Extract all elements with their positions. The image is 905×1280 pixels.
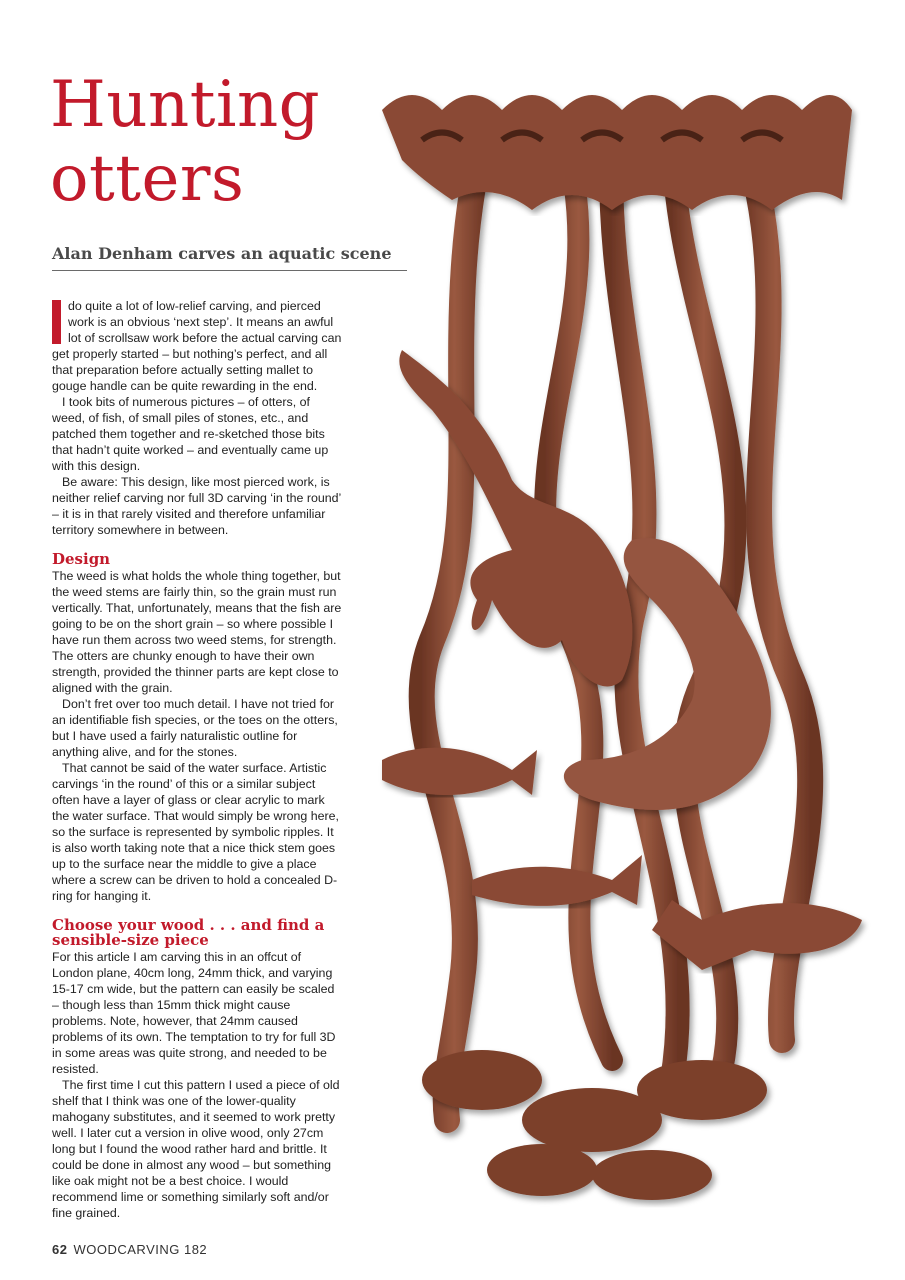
design-paragraph-1: The weed is what holds the whole thing together, but the weed stems are fairly thin, so the grain must run vertically. That, unfortunately, means that the fish are going to be on the short grain – so where possible I have run them across two weed stems, for strength. The otters are chunky enough to have their own strength, provided the thinner parts are kept close to aligned with the grain. bbox=[52, 569, 342, 695]
stones-base bbox=[422, 1050, 767, 1200]
article-title: Hunting otters bbox=[50, 68, 321, 216]
page-number: 62 bbox=[52, 1242, 68, 1257]
intro-paragraph-2: I took bits of numerous pictures – of otters, of weed, of fish, of small piles of stones, etc., and patched them together and re-sketched those bits that hadn’t quite worked – and eventually came up with this design. bbox=[52, 395, 329, 473]
magazine-name: WOODCARVING 182 bbox=[73, 1242, 208, 1257]
design-heading: Design bbox=[52, 550, 111, 568]
page-footer bbox=[52, 1242, 207, 1257]
intro-paragraph-1-text: do quite a lot of low-relief carving, and pierced work is an obvious ‘next step’. It means an awful lot of scrollsaw work before the actual carving can get properly started – but nothing’s perfect, and all that preparation before actually setting mallet to gouge handle can be quite rewarding in the end. bbox=[52, 299, 342, 393]
fish-left bbox=[382, 748, 537, 795]
wood-paragraph-2: The first time I cut this pattern I used a piece of old shelf that I think was one of the lower-quality mahogany substitutes, and it seemed to work pretty well. I later cut a version in olive wood, only 27cm long but I found the wood rather hard and brittle. It could be done in almost any wood – but something like oak might not be a best choice. I would recommend lime or something similarly soft and/or fine grained. bbox=[52, 1078, 340, 1220]
wood-paragraph-1: For this article I am carving this in an offcut of London plane, 40cm long, 24mm thick, and varying 15-17 cm wide, but the pattern can easily be scaled – though less than 15mm thick might cause problems. Note, however, that 24mm caused problems of its own. The temptation to try for full 3D in some areas was quite strong, and needed to be resisted. bbox=[52, 950, 336, 1076]
drop-cap-bar bbox=[52, 300, 61, 344]
otter-carving-photo bbox=[372, 80, 872, 1210]
wood-heading: Choose your wood . . . and find a sensible-size piece bbox=[52, 916, 325, 949]
intro-paragraph-1 bbox=[52, 298, 344, 394]
intro-paragraph-3: Be aware: This design, like most pierced work, is neither relief carving nor full 3D carving ‘in the round’ – it is in that rarely visited and therefore unfamiliar territory somewhere in between. bbox=[52, 475, 341, 537]
water-surface bbox=[382, 95, 852, 210]
article-subtitle: Alan Denham carves an aquatic scene bbox=[52, 244, 407, 271]
design-paragraph-2: Don’t fret over too much detail. I have not tried for an identifiable fish species, or the toes on the otters, but I have used a fairly naturalistic outline for anything alive, and for the stones. bbox=[52, 697, 338, 759]
design-paragraph-3: That cannot be said of the water surface. Artistic carvings ‘in the round’ of this or a similar subject often have a layer of glass or clear acrylic to mark the water surface. That would simply be wrong here, so the surface is represented by symbolic ripples. It is also worth taking note that a nice thick stem goes up to the surface near the middle to give a place where a screw can be driven to hold a concealed D-ring for hanging it. bbox=[52, 761, 339, 903]
fish-center bbox=[472, 855, 642, 906]
article-body bbox=[52, 298, 344, 1221]
